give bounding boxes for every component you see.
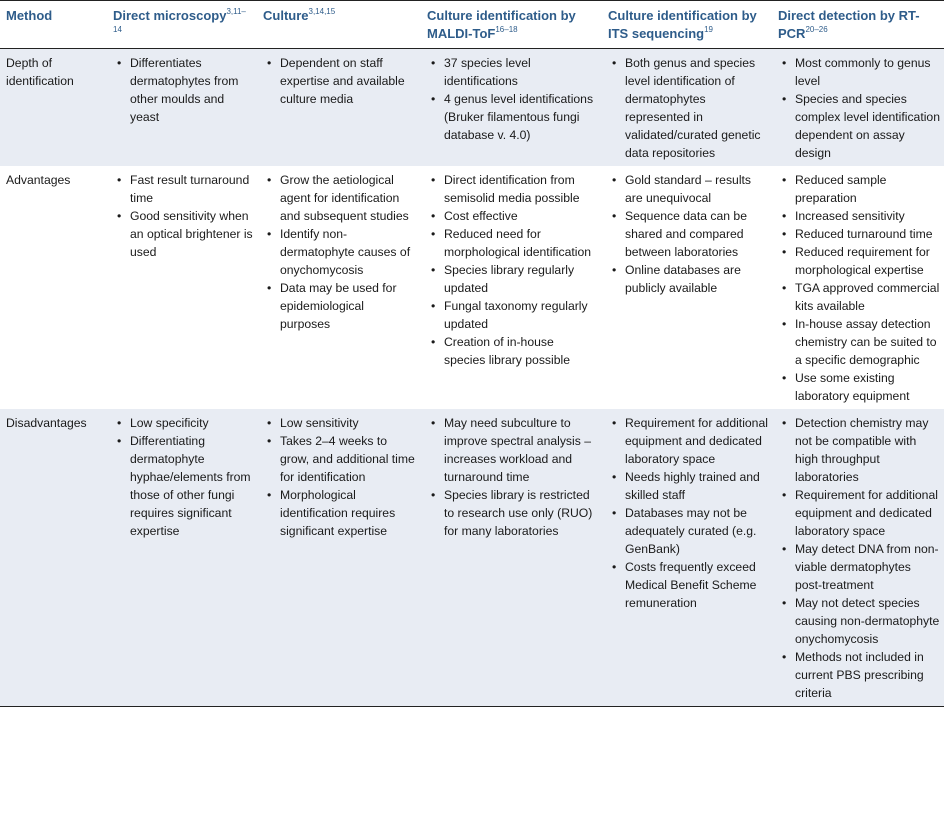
bullet-item: • Reduced need for morphological identification — [427, 225, 598, 261]
bullet-item: • Grow the aetiological agent for identification and subsequent studies — [263, 171, 417, 225]
row-label: Disadvantages — [6, 416, 87, 430]
header-label: Culture identification by MALDI-ToF — [427, 8, 576, 41]
bullet-item: • 4 genus level identifications (Bruker filamentous fungi database v. 4.0) — [427, 90, 598, 144]
bullet-list — [263, 414, 417, 540]
bullet-item: • Most commonly to genus level — [778, 54, 940, 90]
bullet-item: • Good sensitivity when an optical brightener is used — [113, 207, 253, 261]
bullet-item: • Fungal taxonomy regularly updated — [427, 297, 598, 333]
bullet-item: • Requirement for additional equipment and dedicated laboratory space — [778, 486, 940, 540]
header-row — [0, 1, 944, 49]
bullet-list — [608, 54, 768, 162]
bullet-item: • Online databases are publicly available — [608, 261, 768, 297]
bullet-list — [113, 171, 253, 261]
header-label: Direct microscopy — [113, 8, 227, 23]
header-reference: 19 — [704, 24, 713, 34]
bullet-item: • Databases may not be adequately curated (e.g. GenBank) — [608, 504, 768, 558]
bullet-item: • Differentiating dermatophyte hyphae/elements from those of other fungi requires significant expertise — [113, 432, 253, 540]
bullet-item: • Sequence data can be shared and compared between laboratories — [608, 207, 768, 261]
bullet-item: • Detection chemistry may not be compatible with high throughput laboratories — [778, 414, 940, 486]
header-rt-pcr — [772, 1, 944, 49]
header-reference: 3,14,15 — [308, 6, 336, 16]
bullet-list — [608, 171, 768, 297]
header-label: Method — [6, 8, 53, 23]
cell-maldi-tof — [421, 409, 602, 707]
cell-rt-pcr — [772, 409, 944, 707]
bullet-list — [608, 414, 768, 612]
cell-rt-pcr — [772, 166, 944, 409]
bullet-item: • Identify non-dermatophyte causes of onychomycosis — [263, 225, 417, 279]
cell-its-sequencing — [602, 409, 772, 707]
cell-direct-microscopy — [107, 49, 257, 167]
cell-direct-microscopy — [107, 409, 257, 707]
bullet-item: • Low sensitivity — [263, 414, 417, 432]
bullet-item: • Species library is restricted to research use only (RUO) for many laboratories — [427, 486, 598, 540]
bullet-list — [263, 54, 417, 108]
bullet-list — [427, 171, 598, 369]
bullet-item: • Costs frequently exceed Medical Benefit Scheme remuneration — [608, 558, 768, 612]
row-disadvantages — [0, 409, 944, 707]
cell-culture — [257, 166, 421, 409]
bullet-item: • In-house assay detection chemistry can be suited to a specific demographic — [778, 315, 940, 369]
bullet-item: • May detect DNA from non-viable dermatophytes post-treatment — [778, 540, 940, 594]
bullet-item: • Reduced requirement for morphological expertise — [778, 243, 940, 279]
bullet-item: • Species and species complex level identification dependent on assay design — [778, 90, 940, 162]
header-reference: 3,11–14 — [113, 6, 246, 34]
bullet-item: • Both genus and species level identification of dermatophytes represented in validated/curated genetic data repositories — [608, 54, 768, 162]
bullet-item: • May need subculture to improve spectral analysis – increases workload and turnaround time — [427, 414, 598, 486]
cell-its-sequencing — [602, 49, 772, 167]
bullet-item: • Reduced sample preparation — [778, 171, 940, 207]
bullet-item: • Dependent on staff expertise and available culture media — [263, 54, 417, 108]
bullet-list — [113, 54, 253, 126]
row-advantages — [0, 166, 944, 409]
header-reference: 20–26 — [805, 24, 828, 34]
cell-maldi-tof — [421, 166, 602, 409]
bullet-item: • Requirement for additional equipment and dedicated laboratory space — [608, 414, 768, 468]
header-culture — [257, 1, 421, 49]
bullet-item: • May not detect species causing non-dermatophyte onychomycosis — [778, 594, 940, 648]
bullet-list — [427, 414, 598, 540]
bullet-item: • Low specificity — [113, 414, 253, 432]
bullet-list — [778, 171, 940, 405]
bullet-item: • Use some existing laboratory equipment — [778, 369, 940, 405]
bullet-list — [778, 54, 940, 162]
cell-culture — [257, 49, 421, 167]
bullet-item: • 37 species level identifications — [427, 54, 598, 90]
bullet-item: • TGA approved commercial kits available — [778, 279, 940, 315]
cell-rt-pcr — [772, 49, 944, 167]
bullet-item: • Fast result turnaround time — [113, 171, 253, 207]
bullet-item: • Gold standard – results are unequivocal — [608, 171, 768, 207]
cell-culture — [257, 409, 421, 707]
cell-maldi-tof — [421, 49, 602, 167]
bullet-item: • Differentiates dermatophytes from other moulds and yeast — [113, 54, 253, 126]
bullet-item: • Methods not included in current PBS prescribing criteria — [778, 648, 940, 702]
bullet-item: • Data may be used for epidemiological purposes — [263, 279, 417, 333]
header-reference: 16–18 — [495, 24, 518, 34]
table-header — [0, 1, 944, 49]
header-label: Direct detection by RT-PCR — [778, 8, 920, 41]
bullet-item: • Reduced turnaround time — [778, 225, 940, 243]
bullet-item: • Species library regularly updated — [427, 261, 598, 297]
row-depth-of-identification — [0, 49, 944, 167]
cell-direct-microscopy — [107, 166, 257, 409]
header-method — [0, 1, 107, 49]
header-its-sequencing — [602, 1, 772, 49]
bullet-list — [778, 414, 940, 702]
row-label: Depth of identification — [6, 56, 74, 88]
bullet-item: • Morphological identification requires significant expertise — [263, 486, 417, 540]
table-body — [0, 49, 944, 707]
bullet-list — [263, 171, 417, 333]
bullet-item: • Creation of in-house species library possible — [427, 333, 598, 369]
header-label: Culture — [263, 8, 309, 23]
bullet-list — [113, 414, 253, 540]
bullet-list — [427, 54, 598, 144]
bullet-item: • Direct identification from semisolid media possible — [427, 171, 598, 207]
bullet-item: • Needs highly trained and skilled staff — [608, 468, 768, 504]
bullet-item: • Takes 2–4 weeks to grow, and additional time for identification — [263, 432, 417, 486]
bullet-item: • Increased sensitivity — [778, 207, 940, 225]
header-direct-microscopy — [107, 1, 257, 49]
bullet-item: • Cost effective — [427, 207, 598, 225]
cell-its-sequencing — [602, 166, 772, 409]
header-label: Culture identification by ITS sequencing — [608, 8, 757, 41]
header-maldi-tof — [421, 1, 602, 49]
row-label: Advantages — [6, 173, 71, 187]
